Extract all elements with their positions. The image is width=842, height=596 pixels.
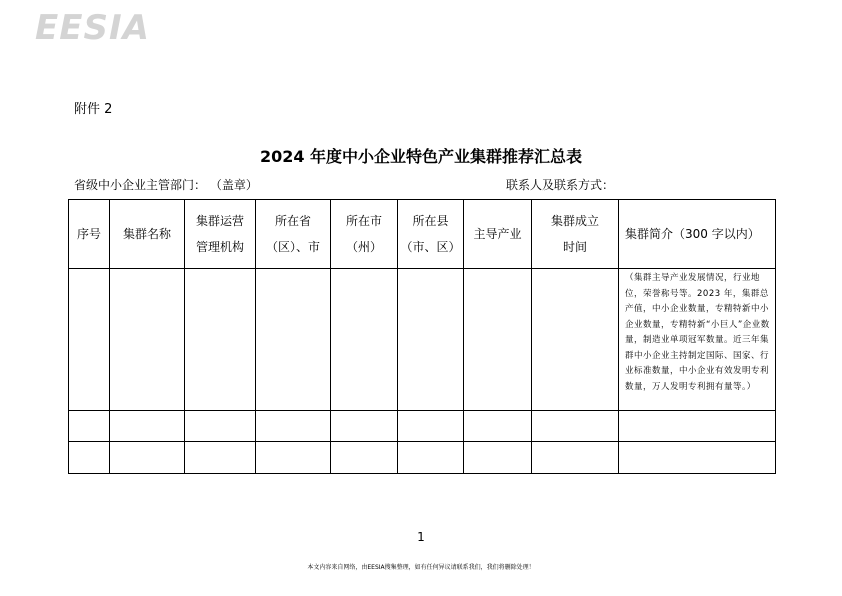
table-cell[interactable]: [532, 442, 619, 474]
header-row: [69, 200, 776, 269]
table-cell[interactable]: [185, 442, 256, 474]
header-founded: 集群成立 时间: [532, 200, 619, 269]
table-cell[interactable]: [110, 411, 185, 442]
table-cell[interactable]: [331, 411, 398, 442]
table-cell[interactable]: [69, 269, 110, 411]
table-cell[interactable]: [331, 269, 398, 411]
table-cell[interactable]: [69, 442, 110, 474]
table-cell[interactable]: [532, 269, 619, 411]
contact-label: 联系人及联系方式：: [506, 178, 615, 192]
table-cell[interactable]: [185, 411, 256, 442]
table-cell[interactable]: [619, 442, 776, 474]
header-county: 所在县 （市、区）: [398, 200, 464, 269]
table-cell[interactable]: [532, 411, 619, 442]
header-seq: 序号: [69, 200, 110, 269]
dept-label: 省级中小企业主管部门： （盖章）: [74, 178, 258, 192]
table-cell[interactable]: [256, 442, 331, 474]
header-operator: 集群运营 管理机构: [185, 200, 256, 269]
table-cell[interactable]: [256, 269, 331, 411]
table-cell[interactable]: [464, 442, 532, 474]
table-row: [69, 411, 776, 442]
header-province: 所在省 （区）、市: [256, 200, 331, 269]
eesia-logo: EESIA: [35, 8, 150, 48]
table-cell[interactable]: [331, 442, 398, 474]
table-cell[interactable]: [398, 411, 464, 442]
header-cluster-name: 集群名称: [110, 200, 185, 269]
table-cell[interactable]: [256, 411, 331, 442]
table-cell[interactable]: [398, 269, 464, 411]
table-row: [69, 269, 776, 411]
description-cell[interactable]: （集群主导产业发展情况，行业地位，荣誉称号等。2023 年，集群总产值，中小企业数量，专精特新中小企业数量，专精特新“小巨人”企业数量，制造业单项冠军数量。近三年集群中小企业主持制定国际、国家、行业标准数量，中小企业有效发明专利数量，万人发明专利拥有量等。）: [619, 269, 776, 411]
summary-table: [68, 199, 776, 474]
header-description: 集群简介（300 字以内）: [619, 200, 776, 269]
table-cell[interactable]: [110, 269, 185, 411]
table-cell[interactable]: [464, 411, 532, 442]
header-city: 所在市 （州）: [331, 200, 398, 269]
page-title: 2024 年度中小企业特色产业集群推荐汇总表: [259, 147, 583, 166]
table-cell[interactable]: [110, 442, 185, 474]
header-industry: 主导产业: [464, 200, 532, 269]
table-cell[interactable]: [619, 411, 776, 442]
table-cell[interactable]: [398, 442, 464, 474]
table-row: [69, 442, 776, 474]
footer-note: 本文内容来自网络，由EESIA搜集整理，如有任何异议请联系我们，我们将删除处理！: [307, 564, 535, 571]
table-cell[interactable]: [185, 269, 256, 411]
page-number: 1: [417, 530, 425, 544]
table-cell[interactable]: [464, 269, 532, 411]
table-cell[interactable]: [69, 411, 110, 442]
attachment-label: 附件 2: [74, 102, 113, 117]
